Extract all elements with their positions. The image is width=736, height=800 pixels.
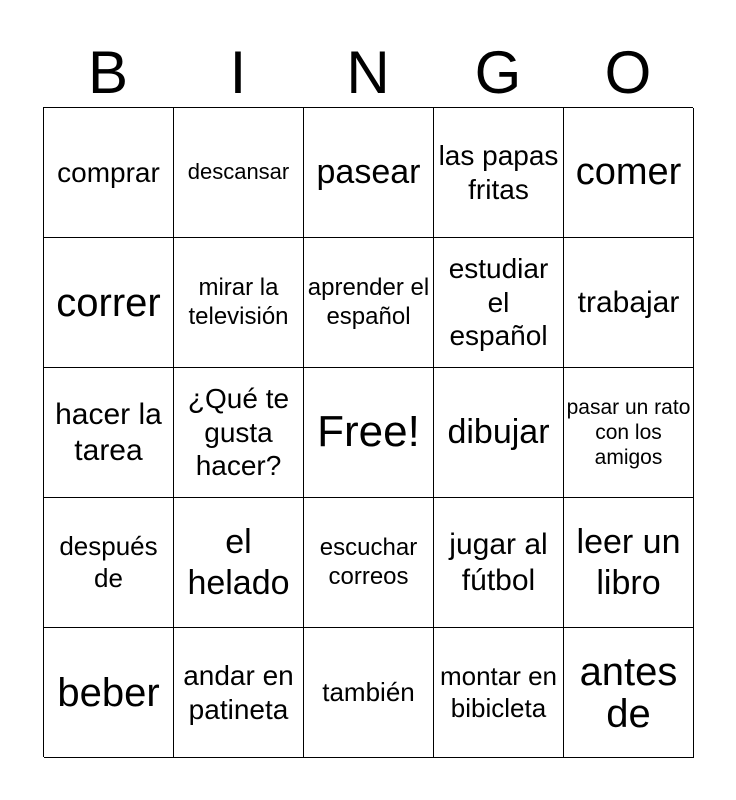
header-letter-n: N [346, 39, 390, 106]
bingo-cell[interactable]: descansar [174, 108, 304, 238]
bingo-cell[interactable]: leer un libro [564, 498, 694, 628]
bingo-cell[interactable]: pasear [304, 108, 434, 238]
header-letter-o: O [604, 39, 652, 106]
bingo-cell[interactable]: después de [44, 498, 174, 628]
header-letter-i: I [229, 39, 247, 106]
bingo-cell[interactable]: beber [44, 628, 174, 758]
header-letter-b: B [87, 39, 129, 106]
bingo-cell[interactable]: montar en bibicleta [434, 628, 564, 758]
bingo-cell[interactable]: jugar al fútbol [434, 498, 564, 628]
bingo-cell[interactable]: hacer la tarea [44, 368, 174, 498]
free-space-cell[interactable]: Free! [304, 368, 434, 498]
bingo-cell[interactable]: escuchar correos [304, 498, 434, 628]
bingo-header [43, 40, 693, 106]
bingo-cell[interactable]: comprar [44, 108, 174, 238]
bingo-cell[interactable]: dibujar [434, 368, 564, 498]
bingo-cell[interactable]: antes de [564, 628, 694, 758]
bingo-cell[interactable]: el helado [174, 498, 304, 628]
bingo-cell[interactable]: aprender el español [304, 238, 434, 368]
bingo-cell[interactable]: estudiar el español [434, 238, 564, 368]
bingo-cell[interactable]: trabajar [564, 238, 694, 368]
bingo-cell[interactable]: comer [564, 108, 694, 238]
bingo-cell[interactable]: las papas fritas [434, 108, 564, 238]
bingo-cell[interactable]: mirar la televisión [174, 238, 304, 368]
bingo-cell[interactable]: correr [44, 238, 174, 368]
bingo-cell[interactable]: ¿Qué te gusta hacer? [174, 368, 304, 498]
bingo-cell[interactable]: andar en patineta [174, 628, 304, 758]
header-letter-g: G [474, 39, 522, 106]
bingo-card [43, 107, 693, 757]
bingo-cell[interactable]: también [304, 628, 434, 758]
bingo-cell[interactable]: pasar un rato con los amigos [564, 368, 694, 498]
